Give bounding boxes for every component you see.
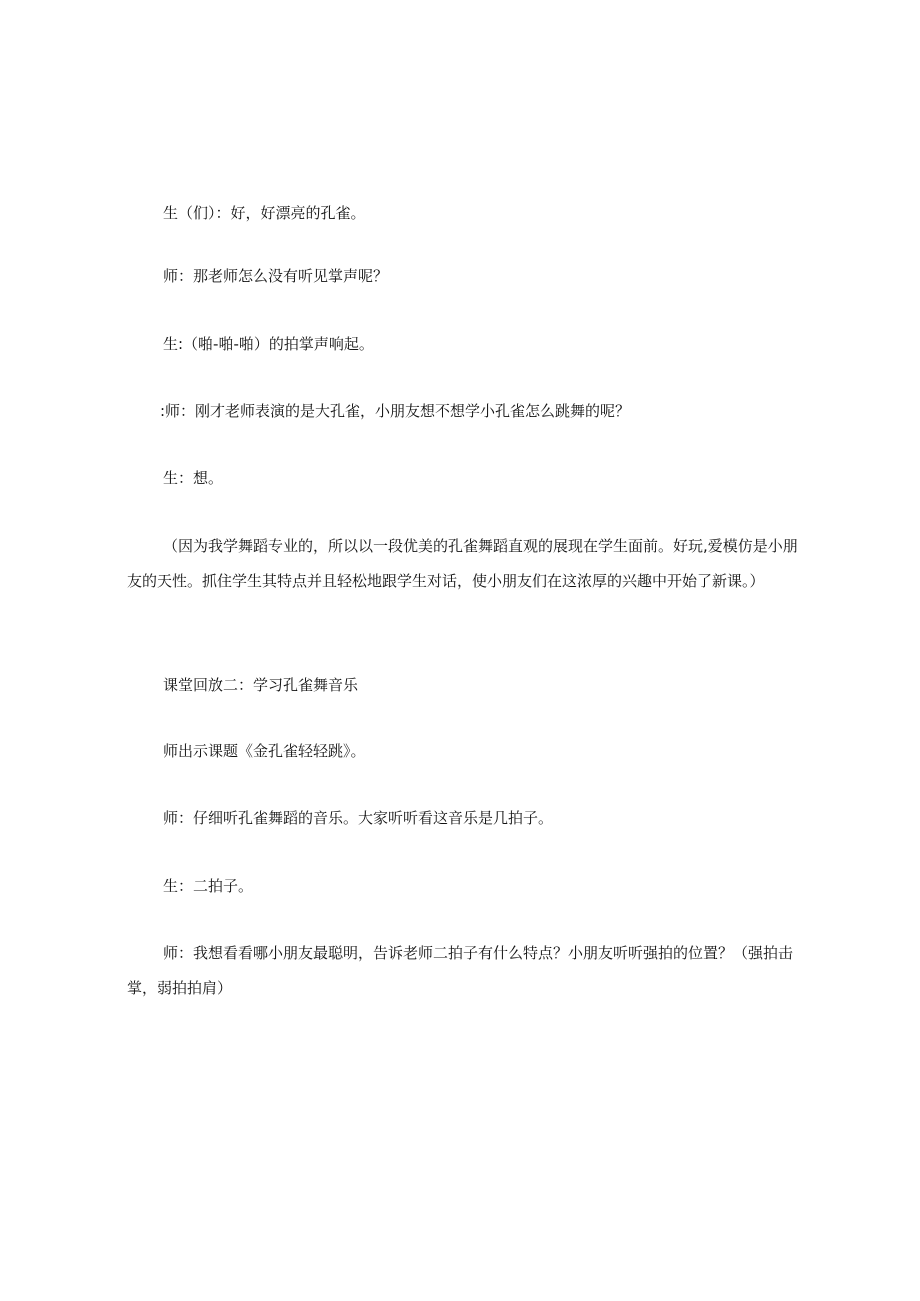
dialogue-line-8: 生：二拍子。 [163,877,254,895]
dialogue-line-6: 师出示课题《金孔雀轻轻跳》。 [163,742,366,760]
dialogue-line-5: 生：想。 [163,469,224,487]
explanation-paragraph: （因为我学舞蹈专业的，所以以一段优美的孔雀舞蹈直观的展现在学生面前。好玩,爱模仿是小朋友的天性。抓住学生其特点并且轻松地跟学生对话，使小朋友们在这浓厚的兴趣中开始了新课。） [127,537,798,590]
dialogue-line-3: 生:（啪-啪-啪）的拍掌声响起。 [163,335,374,353]
section-heading: 课堂回放二：学习孔雀舞音乐 [163,676,359,694]
dialogue-line-2: 师：那老师怎么没有听见掌声呢？ [163,267,389,285]
dialogue-line-4: :师：刚才老师表演的是大孔雀，小朋友想不想学小孔雀怎么跳舞的呢？ [160,402,631,420]
dialogue-line-1: 生（们）：好，好漂亮的孔雀。 [163,204,366,222]
dialogue-line-7: 师：仔细听孔雀舞蹈的音乐。大家听听看这音乐是几拍子。 [163,809,554,827]
dialogue-paragraph-9: 师：我想看看哪小朋友最聪明，告诉老师二拍子有什么特点？小朋友听听强拍的位置？（强拍击掌，弱拍拍肩） [127,944,794,997]
